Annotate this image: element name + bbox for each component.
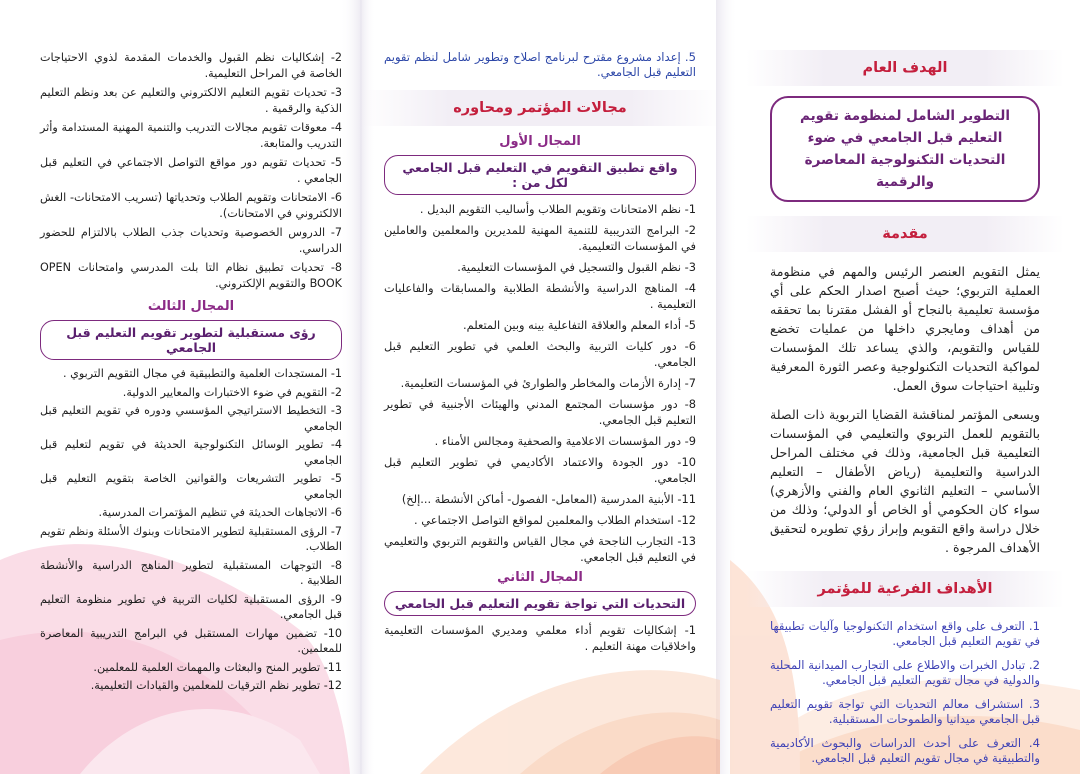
middle-panel xyxy=(360,0,730,774)
field-2-title: التحديات التي تواجة تقويم التعليم قبل الجامعي xyxy=(384,591,696,616)
list-item: 2. تبادل الخبرات والاطلاع على التجارب الميدانية المحلية والدولية في مجال تقويم التعليم قبل الجامعي. xyxy=(770,658,1040,687)
field-2-label: المجال الثاني xyxy=(497,570,583,585)
list-item: 7- الرؤى المستقبلية لتطوير الامتحانات وبنوك الأسئلة ونظم تقويم الطلاب. xyxy=(40,524,342,553)
list-item: 9- الرؤى المستقبلية لكليات التربية في تطوير منظومة التعليم قبل الجامعي. xyxy=(40,592,342,621)
intro-paragraph-1: يمثل التقويم العنصر الرئيس والمهم في منظومة العملية التربوي؛ حيث أصبح اصدار الحكم على أي مؤسسة تعليمية بالنجاح أو الفشل مقترنا بما تحققه من أهداف ومايجري داخلها من عمليات تخضع للقياس والتقويم، والذي يساعد تلك المؤسسات لمواكبة التحديات التكنولوجية وعصر الثورة المعرفية وتلبية احتياجات سوق العمل. xyxy=(770,264,1040,393)
list-item: 11- الأبنية المدرسية (المعامل- الفصول- أماكن الأنشطة ...إلخ) xyxy=(401,492,696,506)
list-item: 8- دور مؤسسات المجتمع المدني والهيئات الأجنبية في تطوير التعليم قبل الجامعي. xyxy=(384,397,696,427)
field-1-title: واقع تطبيق التقويم في التعليم قبل الجامعي لكل من : xyxy=(384,155,696,195)
list-item: 3- نظم القبول والتسجيل في المؤسسات التعليمية. xyxy=(457,260,696,274)
list-item: 12- استخدام الطلاب والمعلمين لمواقع التواصل الاجتماعي . xyxy=(414,513,696,527)
list-item: 4- تطوير الوسائل التكنولوجية الحديثة في تقويم لتعليم قبل الجامعي xyxy=(40,438,342,467)
intro-heading: مقدمة xyxy=(882,226,928,242)
list-item: 5- تحديات تقويم دور مواقع التواصل الاجتماعي في التعليم قبل الجامعي . xyxy=(40,156,342,185)
list-item: 13- التجارب الناجحة في مجال القياس والتقويم التربوي والتعليمي في التعليم قبل الجامعي. xyxy=(384,534,696,564)
list-item: 11- تطوير المنح والبعثات والمهمات العلمية للمعلمين. xyxy=(93,660,342,674)
list-item: 5- أداء المعلم والعلاقة التفاعلية بينه وبين المتعلم. xyxy=(463,318,696,332)
list-item: 2- التقويم في ضوء الاختبارات والمعايير الدولية. xyxy=(122,385,342,399)
intro-heading-band xyxy=(746,216,1064,252)
goal-statement-box xyxy=(770,96,1040,202)
field-3-title: رؤى مستقبلية لتطوير تقويم التعليم قبل الجامعي xyxy=(40,320,342,360)
goal-heading: الهدف العام xyxy=(862,60,948,76)
list-item: 1- المستجدات العلمية والتطبيقية في مجال التقويم التربوي . xyxy=(63,367,342,380)
sub-goals-heading-band xyxy=(746,571,1064,607)
goal-statement: التطوير الشامل لمنظومة تقويم التعليم قبل الجامعي في ضوء التحديات التكنولوجية المعاصرة والرقمية xyxy=(800,108,1010,190)
field-3-list xyxy=(40,366,342,694)
list-item: 1. التعرف على واقع استخدام التكنولوجيا وآليات تطبيقها في تقويم التعليم قبل الجامعي. xyxy=(770,619,1040,648)
list-item: 3- تحديات تقويم التعليم الالكتروني والتعليم عن بعد ونظم التعليم الذكية والرقمية . xyxy=(40,86,342,115)
list-item: 7- الدروس الخصوصية وتحديات جذب الطلاب بالالتزام للحضور الدراسي. xyxy=(40,226,342,255)
list-item: 8- تحديات تطبيق نظام التا بلت المدرسي وامتحانات OPEN BOOK والتقويم الإلكتروني. xyxy=(40,261,342,290)
list-item: 8- التوجهات المستقبلية لتطوير المناهج الدراسية والأنشطة الطلابية . xyxy=(40,558,342,587)
list-item: 6- الامتحانات وتقويم الطلاب وتحدياتها (تسريب الامتحانات- الغش الالكتروني في الامتحانات). xyxy=(40,191,342,220)
right-panel xyxy=(730,0,1080,774)
list-item: 7- إدارة الأزمات والمخاطر والطوارئ في المؤسسات التعليمية. xyxy=(400,376,696,390)
fields-heading-band xyxy=(360,90,720,126)
sub-goals-heading: الأهداف الفرعية للمؤتمر xyxy=(817,581,993,597)
list-item: 1- إشكاليات تقويم أداء معلمي ومديري المؤسسات التعليمية واخلاقيات مهنة التعليم . xyxy=(384,623,696,653)
left-panel xyxy=(0,0,360,774)
list-item: 10- تضمين مهارات المستقبل في البرامج التدريبية المعاصرة للمعلمين. xyxy=(40,626,342,655)
field-2-list-continued xyxy=(40,50,342,291)
list-item: 5- تطوير التشريعات والقوانين الخاصة بتقويم التعليم قبل الجامعي xyxy=(40,472,342,501)
intro-paragraph-2: ويسعى المؤتمر لمناقشة القضايا التربوية ذات الصلة بالتقويم للعمل التربوي والتعليمي في المؤسسات التعليمية قبل الجامعية، وذلك في مختلف المراحل الدراسية والتعليمية (رياض الأطفال – التعليم الأساسي – التعليم الثانوي العام والفني والأزهري) سواء كان الحكومي أو الخاص أو الدولي؛ وذلك من خلال دراسة واقع التقويم وإبراز رؤي تطويره لتحقيق الأهداف المرجوة . xyxy=(770,407,1040,555)
list-item: 4- المناهج الدراسية والأنشطة الطلابية والمسابقات والفاعليات التعليمية . xyxy=(384,281,696,311)
list-item: 6- الاتجاهات الحديثة في تنظيم المؤتمرات المدرسية. xyxy=(98,506,342,519)
field-1-list xyxy=(384,201,696,565)
list-item: 4- معوقات تقويم مجالات التدريب والتنمية المهنية المستدامة وأثر التدريب والمتابعة. xyxy=(40,121,342,150)
field-2-list xyxy=(384,622,696,654)
list-item: 6- دور كليات التربية والبحث العلمي في تطوير التعليم قبل الجامعي. xyxy=(384,339,696,369)
list-item: 3- التخطيط الاستراتيجي المؤسسي ودوره في تقويم التعليم قبل الجامعي xyxy=(40,404,342,433)
sub-goals-list xyxy=(770,619,1040,766)
list-item: 3. استشراف معالم التحديات التي تواجة تقويم التعليم قبل الجامعي ميدانيا والطموحات المستقبلية. xyxy=(770,697,1040,726)
list-item: 9- دور المؤسسات الاعلامية والصحفية ومجالس الأمناء . xyxy=(434,434,696,448)
field-3-label: المجال الثالث xyxy=(147,299,235,314)
field-1-label: المجال الأول xyxy=(499,134,581,149)
list-item: 12- تطوير نظم الترقيات للمعلمين والقيادات التعليمية. xyxy=(90,679,342,692)
sub-goal-5: 5. إعداد مشروع مقترح لبرنامج اصلاح وتطوير شامل لنظم تقويم التعليم قبل الجامعي. xyxy=(384,50,696,79)
fields-heading: مجالات المؤتمر ومحاوره xyxy=(453,100,627,116)
list-item: 2- البرامج التدريبية للتنمية المهنية للمديرين والمعلمين والعاملين في المؤسسات التعليمية. xyxy=(384,223,696,253)
list-item: 10- دور الجودة والاعتماد الأكاديمي في تطوير التعليم قبل الجامعي. xyxy=(384,455,696,485)
list-item: 4. التعرف على أحدث الدراسات والبحوث الأكاديمية والتطبيقية في مجال تقويم التعليم قبل الجامعي. xyxy=(770,736,1040,765)
list-item: 2- إشكاليات نظم القبول والخدمات المقدمة لذوي الاحتياجات الخاصة في المراحل التعليمية. xyxy=(40,51,342,80)
goal-heading-band xyxy=(746,50,1064,86)
list-item: 1- نظم الامتحانات وتقويم الطلاب وأساليب التقويم البديل . xyxy=(419,202,696,216)
